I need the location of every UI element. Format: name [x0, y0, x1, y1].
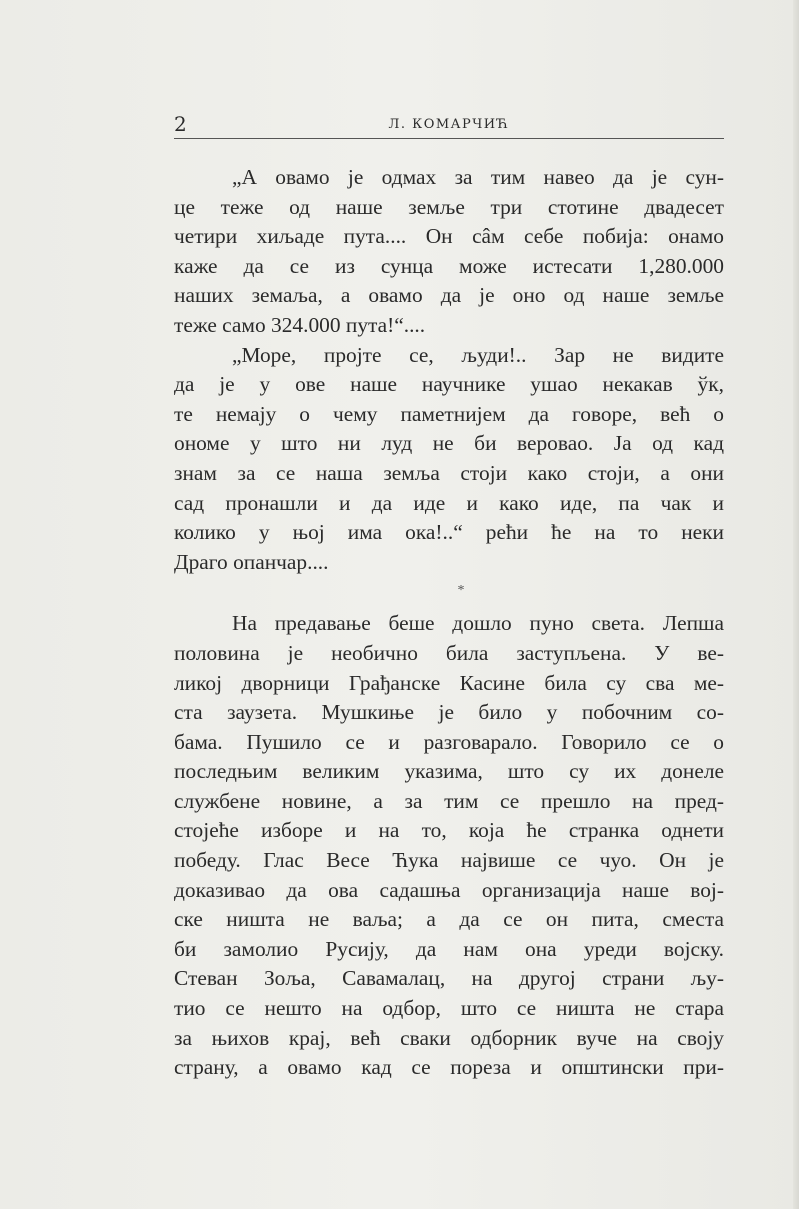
text-line: тио се нешто на одбор, што се ништа не стара — [174, 996, 724, 1021]
text-line: ликој дворници Грађанске Касине била су сва ме- — [174, 670, 724, 695]
page-edge — [793, 0, 799, 1209]
text-line: за њихов крај, већ сваки одборник вуче на своју — [174, 1025, 724, 1050]
text-line: теже само 324.000 пута!“.... — [174, 312, 426, 337]
text-line: Драго опанчар.... — [174, 549, 329, 574]
text-line: доказивао да ова садашња организација наше вој- — [174, 877, 724, 902]
text-line: сад пронашли и да иде и како иде, па чак и — [174, 490, 724, 515]
text-line: На предавање беше дошло пуно света. Лепша — [232, 611, 724, 636]
text-line: би замолио Русију, да нам она уреди војску. — [174, 936, 724, 961]
page-number: 2 — [174, 112, 187, 136]
text-line: Стеван Зоља, Савамалац, на другој страни љу- — [174, 966, 724, 991]
text-line: це теже од наше земље три стотине двадесет — [174, 194, 724, 219]
text-line: знам за се наша земља стоји како стоји, а они — [174, 460, 724, 485]
text-line: стојеће изборе и на то, која ће странка однети — [174, 818, 724, 843]
text-line: половина је необично била заступљена. У ве- — [174, 640, 724, 665]
text-line: службене новине, а за тим се прешло на пред- — [174, 788, 724, 813]
text-line: „Море, пројте се, људи!.. Зар не видите — [232, 342, 724, 367]
text-line: каже да се из сунца може истесати 1,280.000 — [174, 253, 724, 278]
text-line: наших земаља, а овамо да је оно од наше земље — [174, 283, 724, 308]
section-separator: * — [457, 583, 465, 599]
running-head: Л. КОМАРЧИЋ — [388, 117, 510, 132]
text-line: да је у ове наше научнике ушао некакав ўк, — [174, 372, 724, 397]
text-line: ономе у што ни луд не би веровао. Ја од кад — [174, 431, 724, 456]
text-line: четири хиљаде пута.... Он сâм себе побија: онамо — [174, 224, 724, 249]
text-line: победу. Глас Весе Ћука највише се чуо. Он је — [174, 848, 724, 873]
text-line: те немају о чему паметнијем да говоре, већ о — [174, 401, 724, 426]
body-text — [174, 163, 724, 1083]
text-line: „А овамо је одмах за тим навео да је сун- — [232, 165, 724, 189]
page-header — [174, 112, 724, 139]
text-line: колико у њој има ока!..“ рећи ће на то неки — [174, 520, 724, 545]
text-line: бама. Пушило се и разговарало. Говорило се о — [174, 729, 724, 754]
text-line: страну, а овамо кад се пореза и општински при- — [174, 1055, 724, 1080]
text-line: последњим великим указима, што су их донеле — [174, 759, 724, 784]
text-line: ста заузета. Мушкиње је било у побочним со- — [174, 700, 724, 725]
text-line: ске ништа не ваља; а да се он пита, сместа — [174, 907, 724, 932]
